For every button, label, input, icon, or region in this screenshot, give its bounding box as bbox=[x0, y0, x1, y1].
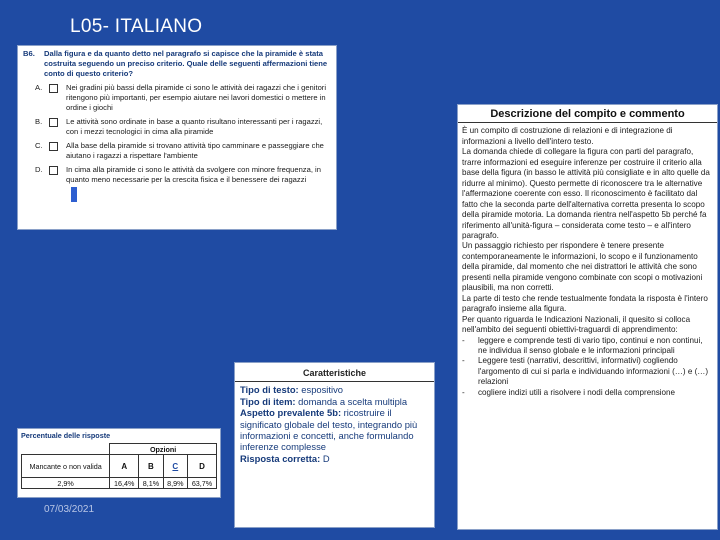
option-text: In cima alla piramide ci sono le attività da svolgere con minore frequenza, in quanto meno necessarie per la crescita fisica e il benessere dei ragazzi bbox=[66, 165, 321, 184]
answer-marker bbox=[71, 187, 77, 202]
checkbox-c[interactable] bbox=[49, 142, 58, 151]
list-item-text: leggere e comprende testi di vario tipo, continui e non continui, ne individua il senso globale e le informazioni principali bbox=[478, 335, 703, 355]
list-item bbox=[462, 388, 713, 398]
percent-panel bbox=[17, 428, 221, 498]
characteristic-value: D bbox=[320, 452, 330, 464]
option-text: Le attività sono ordinate in base a quanto risultano interessanti per i ragazzi, con i mezzi tecnologici in cima alla piramide bbox=[66, 117, 323, 136]
col-b: B bbox=[139, 455, 163, 478]
checkbox-d[interactable] bbox=[49, 166, 58, 175]
characteristic-label: Risposta corretta: bbox=[240, 452, 321, 464]
col-c: C bbox=[163, 455, 187, 478]
characteristic-line bbox=[240, 407, 429, 453]
value-b: 8,1% bbox=[139, 478, 163, 489]
question-text: Dalla figura e da quanto detto nel paragrafo si capisce che la piramide è stata costruita seguendo un preciso criterio. Quale delle seguenti affermazioni tiene conto di questo criterio? bbox=[44, 49, 328, 78]
option-letter: A. bbox=[35, 83, 43, 92]
slide-title: L05- ITALIANO bbox=[70, 16, 203, 37]
list-dash: - bbox=[462, 356, 465, 366]
description-paragraph: Per quanto riguarda le Indicazioni Nazionali, il quesito si colloca nell'ambito dei seguenti obiettivi-traguardi di apprendimento: bbox=[462, 314, 691, 335]
description-paragraph: La domanda chiede di collegare la figura con parti del paragrafo, trarre informazioni ed eseguire inferenze per costruire il criterio alla base della figura (in basso le attività più consigliate e in alto quelle da ridurre al minimo). Questo permette di riconoscere tra le alternative l'affermazione coerente con esso. Il riconoscimento è facilitato dal fatto che la seconda parte dell'alternativa corretta presenta lo scopo della piramide motoria. La domanda rientra nell'aspetto 5b perché fa riferimento all'unità-figura – considerata come testo – e all'intero paragrafo. bbox=[462, 147, 710, 240]
option-letter: B. bbox=[35, 117, 43, 126]
description-title: Descrizione del compito e commento bbox=[458, 105, 717, 123]
footer-date: 07/03/2021 bbox=[44, 504, 95, 515]
checkbox-a[interactable] bbox=[49, 84, 58, 93]
characteristic-label: Aspetto prevalente 5b: bbox=[240, 407, 342, 419]
option-a[interactable] bbox=[23, 83, 331, 113]
checkbox-b[interactable] bbox=[49, 118, 58, 127]
value-d: 63,7% bbox=[188, 478, 217, 489]
characteristic-label: Tipo di testo: bbox=[240, 384, 299, 396]
question-panel bbox=[17, 45, 337, 230]
col-a: A bbox=[110, 455, 139, 478]
characteristic-label: Tipo di item: bbox=[240, 395, 296, 407]
col-d: D bbox=[188, 455, 217, 478]
objectives-list bbox=[462, 336, 713, 399]
option-b[interactable] bbox=[23, 117, 331, 137]
description-paragraph: È un compito di costruzione di relazioni e di integrazione di informazioni a livello dell'intero testo. bbox=[462, 126, 673, 146]
value-missing: 2,9% bbox=[22, 478, 110, 489]
characteristic-value: domanda a scelta multipla bbox=[295, 395, 408, 407]
list-dash: - bbox=[462, 387, 465, 397]
percent-title: Percentuale delle risposte bbox=[21, 431, 111, 440]
question-number: B6. bbox=[23, 49, 35, 58]
characteristic-value: espositivo bbox=[298, 384, 343, 396]
characteristic-line bbox=[240, 453, 429, 464]
percent-table bbox=[21, 443, 217, 489]
list-dash: - bbox=[462, 335, 465, 345]
characteristics-panel bbox=[234, 362, 435, 528]
option-c[interactable] bbox=[23, 141, 331, 161]
options-header: Opzioni bbox=[110, 444, 217, 455]
option-letter: C. bbox=[35, 141, 43, 150]
characteristics-title: Caratteristiche bbox=[235, 363, 434, 382]
description-paragraph: Un passaggio richiesto per rispondere è tenere presente contemporaneamente le informazioni, lo scopo e il funzionamento della piramide, dal momento che nei distrattori le attività che sono presenti nella piramide vengono combinate con scopi o motivazioni plausibili, ma non corretti. bbox=[462, 241, 703, 293]
missing-header: Mancante o non valida bbox=[22, 455, 110, 478]
list-item-text: Leggere testi (narrativi, descrittivi, informativi) cogliendo l'argomento di cui si parla e individuando informazioni (…) e (…) relazioni bbox=[478, 356, 709, 387]
list-item bbox=[462, 356, 713, 387]
value-c: 8,9% bbox=[163, 478, 187, 489]
description-panel bbox=[457, 104, 718, 530]
characteristic-value: ricostruire il significato globale del testo, integrando più informazioni e concetti, anche formulando inferenze complesse bbox=[240, 407, 418, 453]
option-text: Nei gradini più bassi della piramide ci sono le attività dei ragazzi che i genitori ritengono più importanti, per esempio aiutare nei lavori domestici o mettere in ordine i giochi bbox=[66, 83, 327, 112]
characteristic-line bbox=[240, 384, 429, 395]
value-a: 16,4% bbox=[110, 478, 139, 489]
characteristic-line bbox=[240, 396, 429, 407]
list-item-text: cogliere indizi utili a risolvere i nodi della comprensione bbox=[478, 387, 676, 397]
question-header bbox=[23, 49, 331, 79]
list-item bbox=[462, 336, 713, 357]
option-letter: D. bbox=[35, 165, 43, 174]
option-text: Alla base della piramide si trovano attività tipo camminare e passeggiare che aiutano i ragazzi a rispettare l'ambiente bbox=[66, 141, 324, 160]
option-d[interactable] bbox=[23, 165, 331, 185]
description-paragraph: La parte di testo che rende testualmente fondata la risposta è l'intero paragrafo insieme alla figura. bbox=[462, 293, 708, 314]
